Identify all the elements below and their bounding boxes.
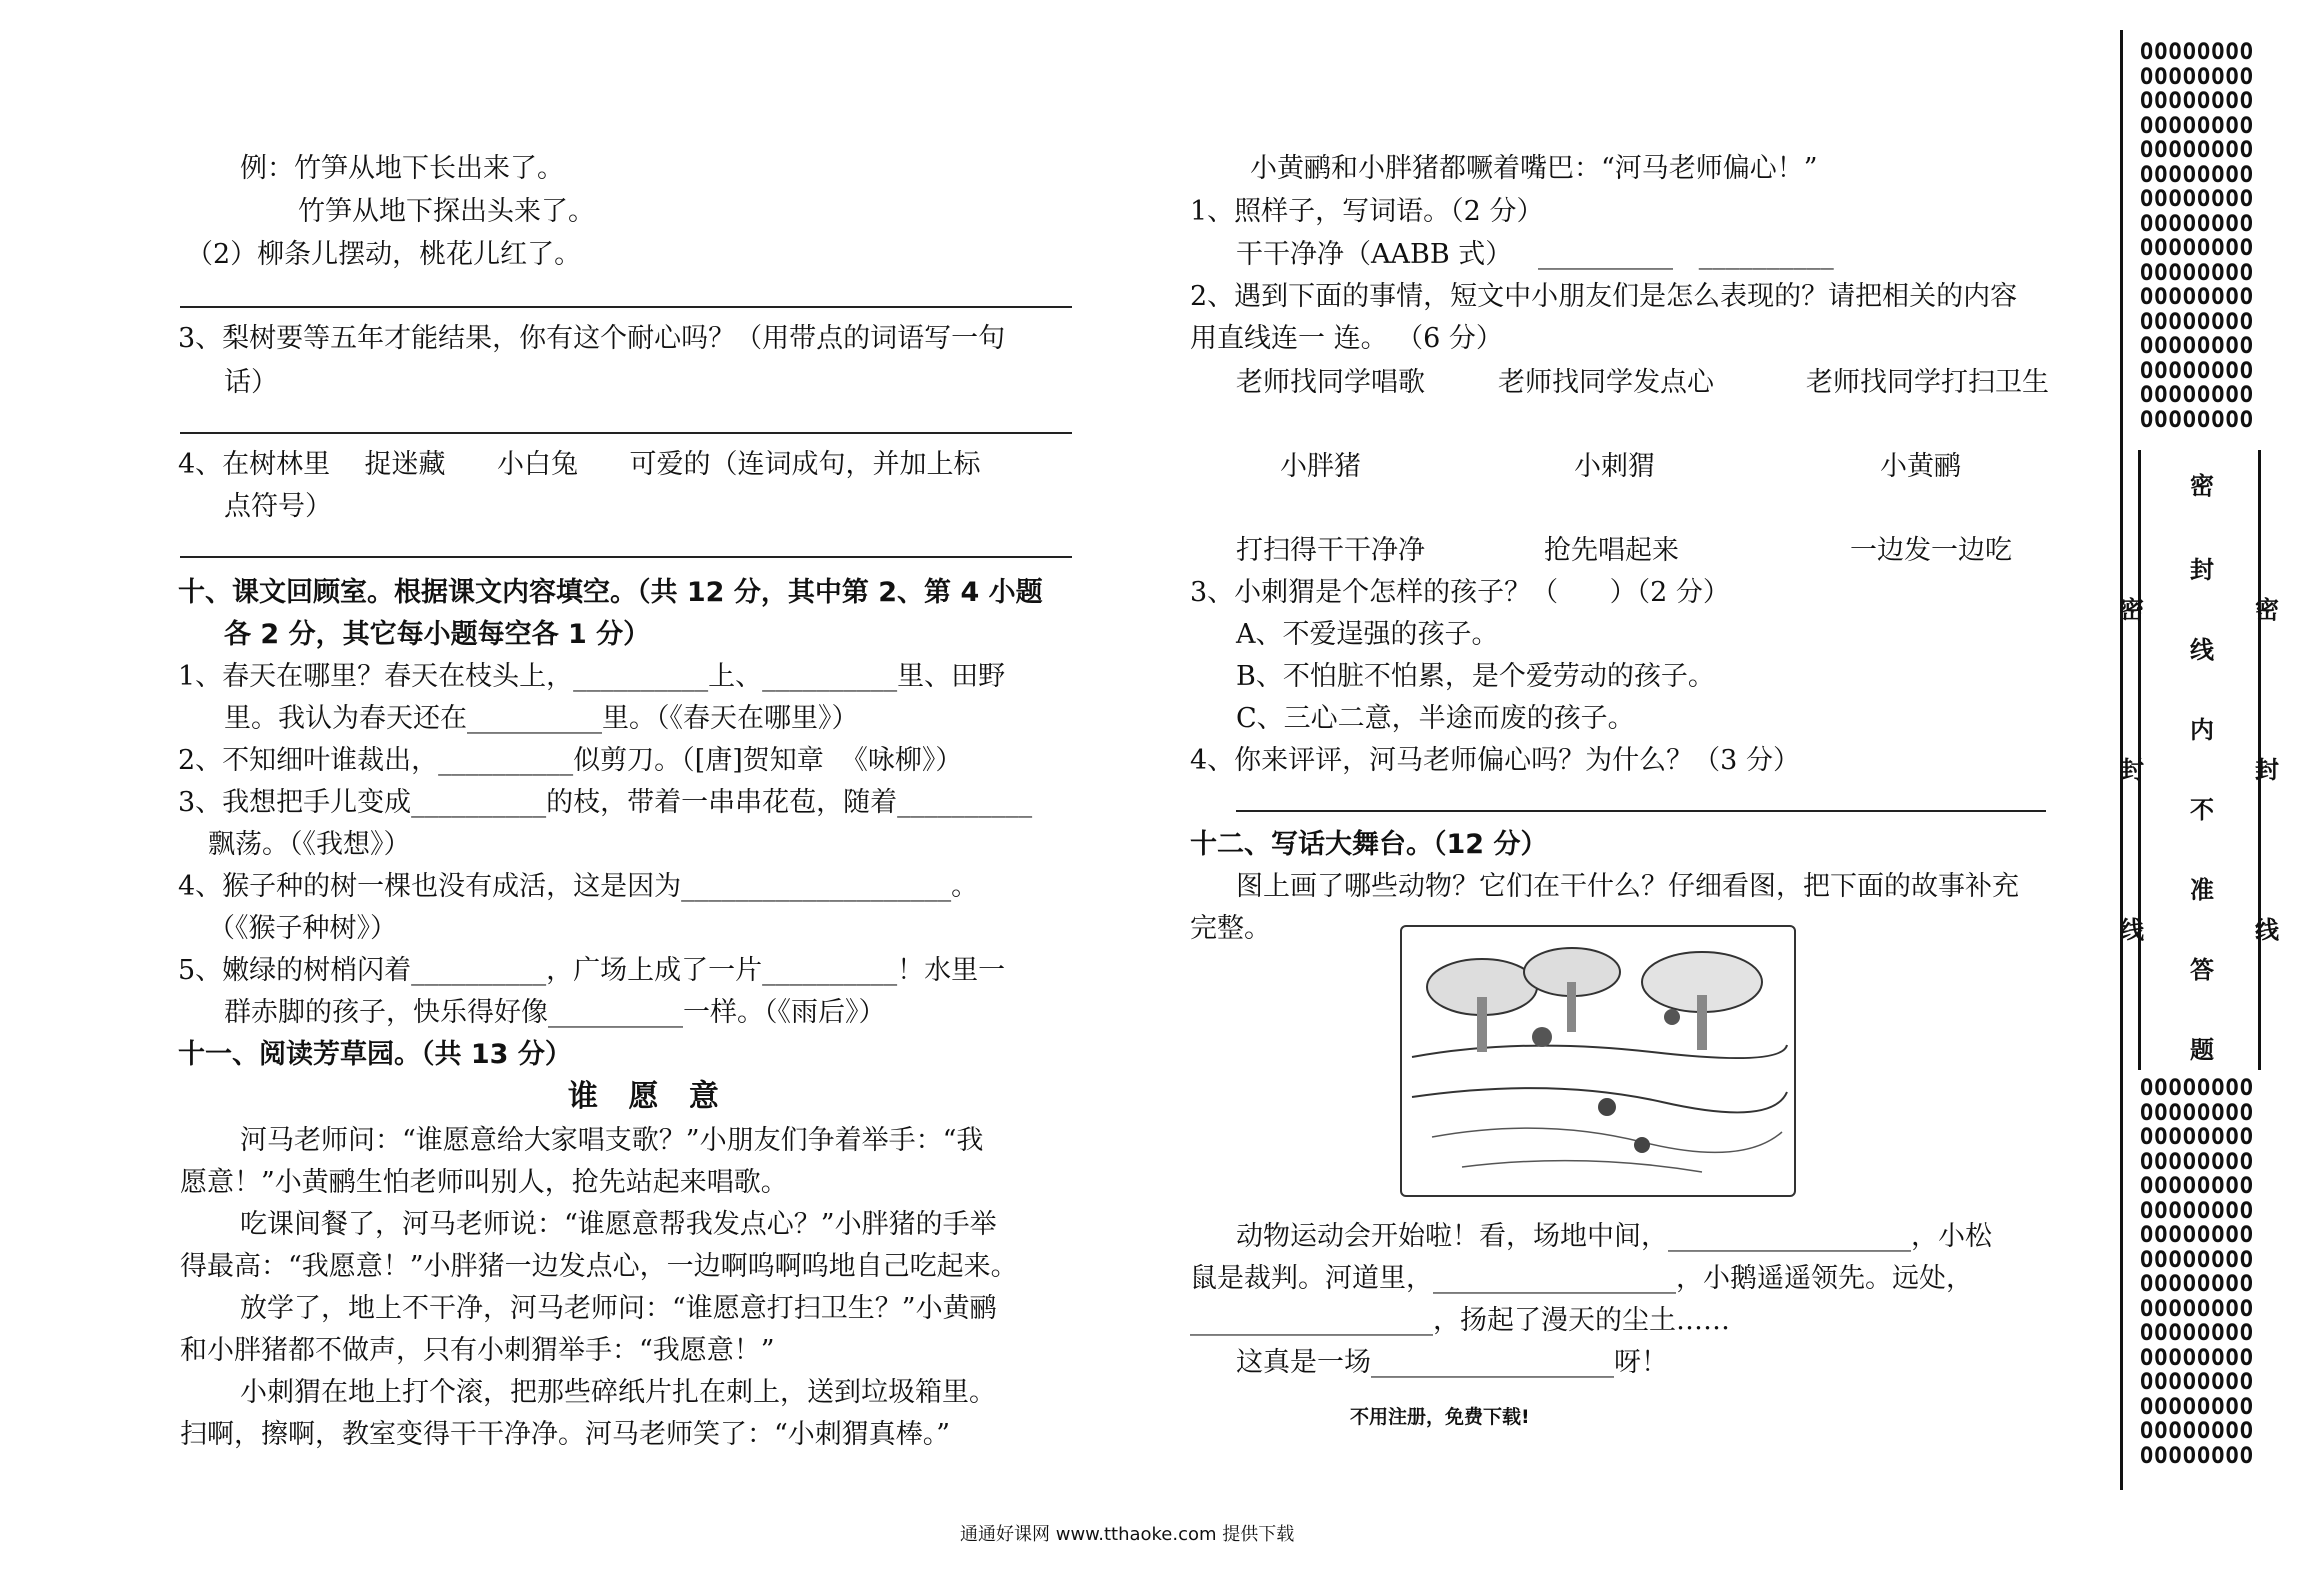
seal-o-row: OOOOOOOO	[2140, 1443, 2254, 1469]
story-fill-1: 动物运动会开始啦！看，场地中间，__________________，小松	[1236, 1221, 1992, 1252]
example-sentence-2: 竹笋从地下探出头来了。	[298, 196, 595, 227]
s10-item-3: 3、我想把手儿变成__________的枝，带着一串串花苞，随着__________	[178, 787, 1033, 818]
seal-o-row: OOOOOOOO	[2140, 1125, 2254, 1150]
seal-o-row: OOOOOOOO	[2140, 1370, 2254, 1395]
r-question-2-cont: 用直线连一 连。 （6 分）	[1190, 323, 1503, 354]
seal-line-strip	[2120, 30, 2280, 1490]
s10-item-3-cont: 飘荡。（《我想》）	[208, 829, 411, 860]
r-question-1: 1、照样子，写词语。（2 分）	[1190, 196, 1544, 227]
seal-o-row: OOOOOOOO	[2140, 236, 2254, 261]
option-b: B、不怕脏不怕累，是个爱劳动的孩子。	[1236, 661, 1715, 692]
free-download-note: 不用注册，免费下载!	[1350, 1406, 1530, 1428]
story-fill-4: 这真是一场__________________呀！	[1236, 1347, 1668, 1378]
footer-source: 通通好课网 www.tthaoke.com 提供下载	[960, 1524, 1295, 1545]
section-10-heading-cont: 各 2 分，其它每小题每空各 1 分）	[224, 619, 651, 650]
seal-char: 封	[2255, 756, 2279, 784]
story-continuation: 小黄鹂和小胖猪都噘着嘴巴：“河马老师偏心！”	[1250, 153, 1818, 184]
s12-prompt: 图上画了哪些动物？它们在干什么？仔细看图，把下面的故事补充	[1236, 871, 2019, 902]
option-a: A、不爱逞强的孩子。	[1236, 619, 1499, 650]
r-question-2: 2、遇到下面的事情，短文中小朋友们是怎么表现的？请把相关的内容	[1190, 281, 2018, 312]
r-question-3: 3、小刺猬是个怎样的孩子？（ ）（2 分）	[1190, 577, 1730, 608]
seal-o-row: OOOOOOOO	[2140, 187, 2254, 212]
seal-o-row: OOOOOOOO	[2140, 383, 2254, 408]
seal-o-row: OOOOOOOO	[2140, 1198, 2254, 1224]
section-12-heading: 十二、写话大舞台。（12 分）	[1190, 829, 1548, 860]
example-sentence-1: 例：竹笋从地下长出来了。	[240, 153, 564, 184]
story-paragraph: 放学了，地上不干净，河马老师问：“谁愿意打扫卫生？”小黄鹂	[240, 1293, 997, 1324]
seal-o-row: OOOOOOOO	[2140, 1419, 2254, 1444]
seal-o-row: OOOOOOOO	[2140, 1394, 2254, 1420]
seal-o-row: OOOOOOOO	[2140, 138, 2254, 163]
seal-char: 不	[2190, 796, 2214, 824]
section-11-heading: 十一、阅读芳草园。（共 13 分）	[178, 1039, 572, 1070]
seal-o-row: OOOOOOOO	[2140, 309, 2254, 335]
answer-line	[1236, 810, 2046, 812]
seal-o-row: OOOOOOOO	[2140, 1149, 2254, 1175]
seal-o-row: OOOOOOOO	[2140, 89, 2254, 114]
story-title: 谁 愿 意	[568, 1079, 729, 1114]
story-paragraph: 小刺猬在地上打个滚，把那些碎纸片扎在刺上，送到垃圾箱里。	[240, 1377, 996, 1408]
section-10-heading: 十、课文回顾室。根据课文内容填空。（共 12 分，其中第 2、第 4 小题	[178, 577, 1043, 608]
story-paragraph: 得最高：“我愿意！”小胖猪一边发点心，一边啊呜啊呜地自己吃起来。	[180, 1251, 1018, 1282]
animal-sports-illustration	[1400, 925, 1796, 1197]
story-paragraph: 吃课间餐了，河马老师说：“谁愿意帮我发点心？”小胖猪的手举	[240, 1209, 997, 1240]
match-animal: 小刺猬	[1574, 451, 1655, 482]
seal-o-row: OOOOOOOO	[2140, 1100, 2254, 1126]
story-paragraph: 河马老师问：“谁愿意给大家唱支歌？”小朋友们争着举手：“我	[240, 1125, 984, 1156]
match-action: 一边发一边吃	[1850, 535, 2012, 566]
r-question-4: 4、你来评评，河马老师偏心吗？为什么？（3 分）	[1190, 745, 1800, 776]
seal-o-row: OOOOOOOO	[2140, 1174, 2254, 1199]
question-4: 4、在树林里 捉迷藏 小白兔 可爱的（连词成句，并加上标	[178, 449, 981, 480]
seal-char: 答	[2190, 956, 2214, 984]
seal-char: 线	[2120, 916, 2144, 944]
match-event: 老师找同学唱歌	[1236, 367, 1425, 398]
seal-char: 线	[2255, 916, 2279, 944]
question-2-sub: （2）柳条儿摆动，桃花儿红了。	[186, 239, 582, 270]
option-c: C、三心二意，半途而废的孩子。	[1236, 703, 1635, 734]
match-action: 抢先唱起来	[1544, 535, 1679, 566]
match-animal: 小胖猪	[1280, 451, 1361, 482]
question-3-cont: 话）	[224, 367, 278, 398]
seal-o-row: OOOOOOOO	[2140, 64, 2254, 90]
seal-char: 内	[2190, 716, 2214, 744]
seal-o-row: OOOOOOOO	[2140, 40, 2254, 65]
seal-o-row: OOOOOOOO	[2140, 1345, 2254, 1371]
seal-o-row: OOOOOOOO	[2140, 358, 2254, 384]
seal-char: 密	[2190, 472, 2214, 500]
seal-char: 线	[2190, 636, 2214, 664]
story-paragraph: 愿意！”小黄鹂生怕老师叫别人，抢先站起来唱歌。	[180, 1167, 788, 1198]
s10-item-1: 1、春天在哪里？春天在枝头上，__________上、__________里、田野	[178, 661, 1006, 692]
s10-item-1-cont: 里。我认为春天还在__________里。（《春天在哪里》）	[224, 703, 859, 734]
r-question-1-example: 干干净净（AABB 式） __________ __________	[1236, 239, 1834, 270]
match-event: 老师找同学打扫卫生	[1806, 367, 2049, 398]
seal-o-row: OOOOOOOO	[2140, 162, 2254, 188]
question-4-cont: 点符号）	[224, 491, 332, 522]
s10-item-4-cont: （《猴子种树》）	[208, 913, 397, 944]
s10-item-4: 4、猴子种的树一棵也没有成活，这是因为____________________。	[178, 871, 979, 902]
seal-o-row: OOOOOOOO	[2140, 113, 2254, 139]
seal-o-row: OOOOOOOO	[2140, 1272, 2254, 1297]
seal-o-row: OOOOOOOO	[2140, 1321, 2254, 1346]
seal-char: 密	[2120, 596, 2144, 624]
seal-char: 封	[2190, 556, 2214, 584]
s10-item-5-cont: 群赤脚的孩子，快乐得好像__________一样。（《雨后》）	[224, 997, 886, 1028]
seal-o-row: OOOOOOOO	[2140, 1296, 2254, 1322]
story-fill-2: 鼠是裁判。河道里，__________________，小鹅遥遥领先。远处，	[1190, 1263, 1973, 1294]
answer-line	[180, 556, 1072, 558]
seal-o-row: OOOOOOOO	[2140, 1247, 2254, 1273]
seal-char: 封	[2120, 756, 2144, 784]
match-action: 打扫得干干净净	[1236, 535, 1425, 566]
story-paragraph: 和小胖猪都不做声，只有小刺猬举手：“我愿意！”	[180, 1335, 775, 1366]
answer-line	[180, 306, 1072, 308]
s10-item-5: 5、嫩绿的树梢闪着__________，广场上成了一片__________！水里一	[178, 955, 1006, 986]
s10-item-2: 2、不知细叶谁裁出，__________似剪刀。（[唐]贺知章 《咏柳》）	[178, 745, 963, 776]
seal-char: 密	[2255, 596, 2279, 624]
seal-o-row: OOOOOOOO	[2140, 260, 2254, 286]
s12-prompt-cont: 完整。	[1190, 913, 1271, 944]
seal-o-row: OOOOOOOO	[2140, 407, 2254, 433]
seal-o-row: OOOOOOOO	[2140, 1076, 2254, 1101]
seal-o-row: OOOOOOOO	[2140, 334, 2254, 359]
seal-o-row: OOOOOOOO	[2140, 211, 2254, 237]
match-animal: 小黄鹂	[1880, 451, 1961, 482]
seal-char: 准	[2190, 876, 2214, 904]
match-event: 老师找同学发点心	[1498, 367, 1714, 398]
seal-char: 题	[2190, 1036, 2214, 1064]
seal-o-row: OOOOOOOO	[2140, 285, 2254, 310]
answer-line	[180, 432, 1072, 434]
question-3: 3、梨树要等五年才能结果，你有这个耐心吗？（用带点的词语写一句	[178, 323, 1006, 354]
story-fill-3: __________________，扬起了漫天的尘土……	[1190, 1305, 1730, 1336]
story-paragraph: 扫啊，擦啊，教室变得干干净净。河马老师笑了：“小刺猬真棒。”	[180, 1419, 951, 1450]
seal-o-row: OOOOOOOO	[2140, 1223, 2254, 1248]
